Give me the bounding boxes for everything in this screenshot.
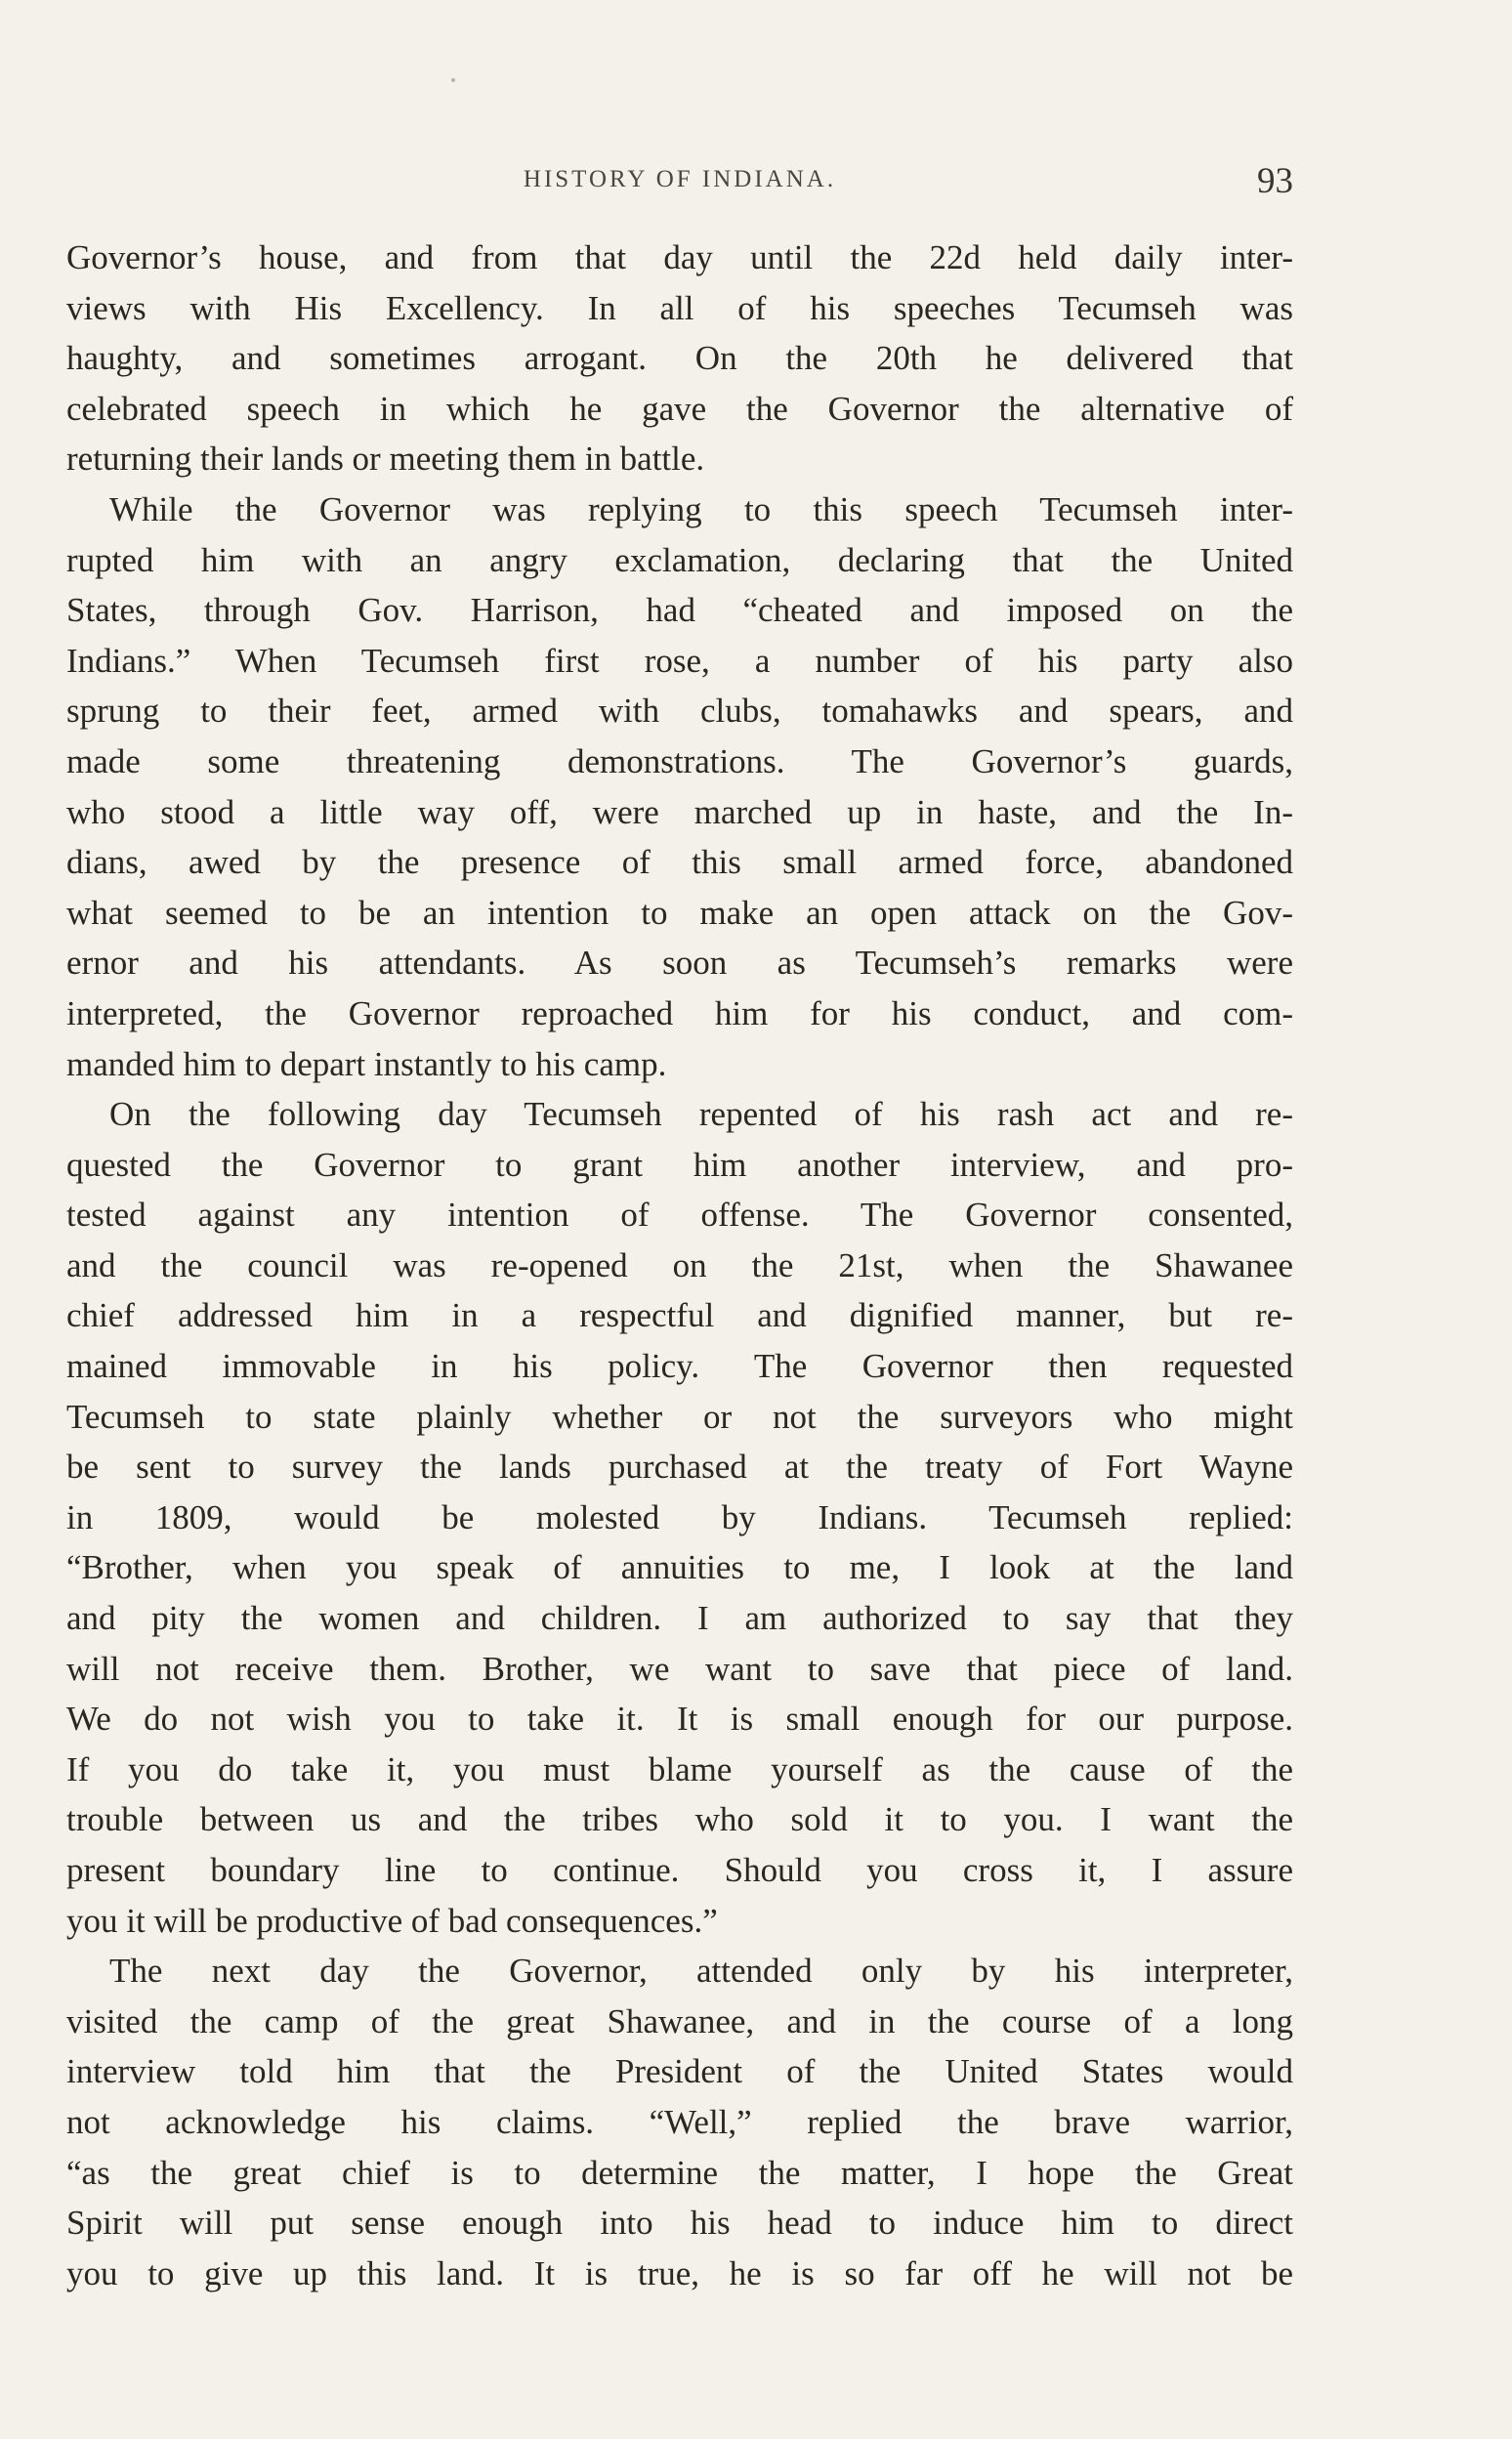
- text-line: ernor and his attendants. As soon as Tecumseh’s remarks were: [66, 944, 1293, 983]
- text-line: present boundary line to continue. Should you cross it, I assure: [66, 1851, 1293, 1889]
- text-line: The next day the Governor, attended only by his interpreter,: [109, 1952, 1293, 1991]
- text-line: be sent to survey the lands purchased at the treaty of Fort Wayne: [66, 1448, 1293, 1487]
- text-line: States, through Gov. Harrison, had “cheated and imposed on the: [66, 591, 1293, 630]
- paragraph-4: [66, 1946, 1293, 2298]
- text-line: On the following day Tecumseh repented of his rash act and re-: [109, 1095, 1293, 1134]
- text-line: tested against any intention of offense. The Governor consented,: [66, 1196, 1293, 1235]
- text-line: what seemed to be an intention to make an open attack on the Gov-: [66, 893, 1293, 932]
- text-line: haughty, and sometimes arrogant. On the 20th he delivered that: [66, 339, 1293, 378]
- text-line: chief addressed him in a respectful and dignified manner, but re-: [66, 1296, 1293, 1335]
- text-line: trouble between us and the tribes who sold it to you. I want the: [66, 1800, 1293, 1839]
- body-text: [66, 232, 1293, 2298]
- text-line: made some threatening demonstrations. The Governor’s guards,: [66, 741, 1293, 780]
- running-title: HISTORY OF INDIANA.: [523, 166, 837, 192]
- text-line: and pity the women and children. I am authorized to say that they: [66, 1599, 1293, 1638]
- page-number: 93: [1257, 161, 1293, 201]
- text-line: views with His Excellency. In all of his speeches Tecumseh was: [66, 288, 1293, 327]
- text-line: “as the great chief is to determine the matter, I hope the Great: [66, 2153, 1293, 2192]
- text-line: visited the camp of the great Shawanee, and in the course of a long: [66, 2001, 1293, 2040]
- text-line: interview told him that the President of the United States would: [66, 2052, 1293, 2091]
- text-line: mained immovable in his policy. The Governor then requested: [66, 1347, 1293, 1386]
- text-line: in 1809, would be molested by Indians. Tecumseh replied:: [66, 1497, 1293, 1536]
- paragraph-2: [66, 484, 1293, 1089]
- text-line: not acknowledge his claims. “Well,” replied the brave warrior,: [66, 2102, 1293, 2141]
- text-line: will not receive them. Brother, we want to save that piece of land.: [66, 1649, 1293, 1688]
- text-line: you it will be productive of bad consequences.”: [66, 1901, 718, 1940]
- paragraph-3: [66, 1089, 1293, 1946]
- text-line: rupted him with an angry exclamation, declaring that the United: [66, 540, 1293, 579]
- text-line: manded him to depart instantly to his camp.: [66, 1044, 667, 1083]
- text-line: While the Governor was replying to this speech Tecumseh inter-: [109, 489, 1293, 528]
- text-line: “Brother, when you speak of annuities to me, I look at the land: [66, 1548, 1293, 1587]
- text-line: and the council was re-opened on the 21st, when the Shawanee: [66, 1245, 1293, 1284]
- text-line: If you do take it, you must blame yourself as the cause of the: [66, 1749, 1293, 1788]
- paper-speck: [451, 78, 455, 82]
- text-line: interpreted, the Governor reproached him for his conduct, and com-: [66, 993, 1293, 1032]
- text-line: who stood a little way off, were marched up in haste, and the In-: [66, 792, 1293, 831]
- text-line: dians, awed by the presence of this small armed force, abandoned: [66, 843, 1293, 882]
- text-line: Indians.” When Tecumseh first rose, a number of his party also: [66, 641, 1293, 680]
- text-line: celebrated speech in which he gave the Governor the alternative of: [66, 389, 1293, 428]
- text-line: Spirit will put sense enough into his head to induce him to direct: [66, 2204, 1293, 2243]
- text-line: you to give up this land. It is true, he is so far off he will not be: [66, 2253, 1293, 2292]
- text-line: returning their lands or meeting them in battle.: [66, 440, 705, 479]
- paragraph-1: [66, 232, 1293, 484]
- running-head: [66, 162, 1293, 201]
- text-line: sprung to their feet, armed with clubs, tomahawks and spears, and: [66, 692, 1293, 731]
- text-line: Tecumseh to state plainly whether or not the surveyors who might: [66, 1397, 1293, 1436]
- text-line: Governor’s house, and from that day until the 22d held daily inter-: [66, 238, 1293, 276]
- text-line: We do not wish you to take it. It is small enough for our purpose.: [66, 1700, 1293, 1739]
- text-line: quested the Governor to grant him another interview, and pro-: [66, 1145, 1293, 1184]
